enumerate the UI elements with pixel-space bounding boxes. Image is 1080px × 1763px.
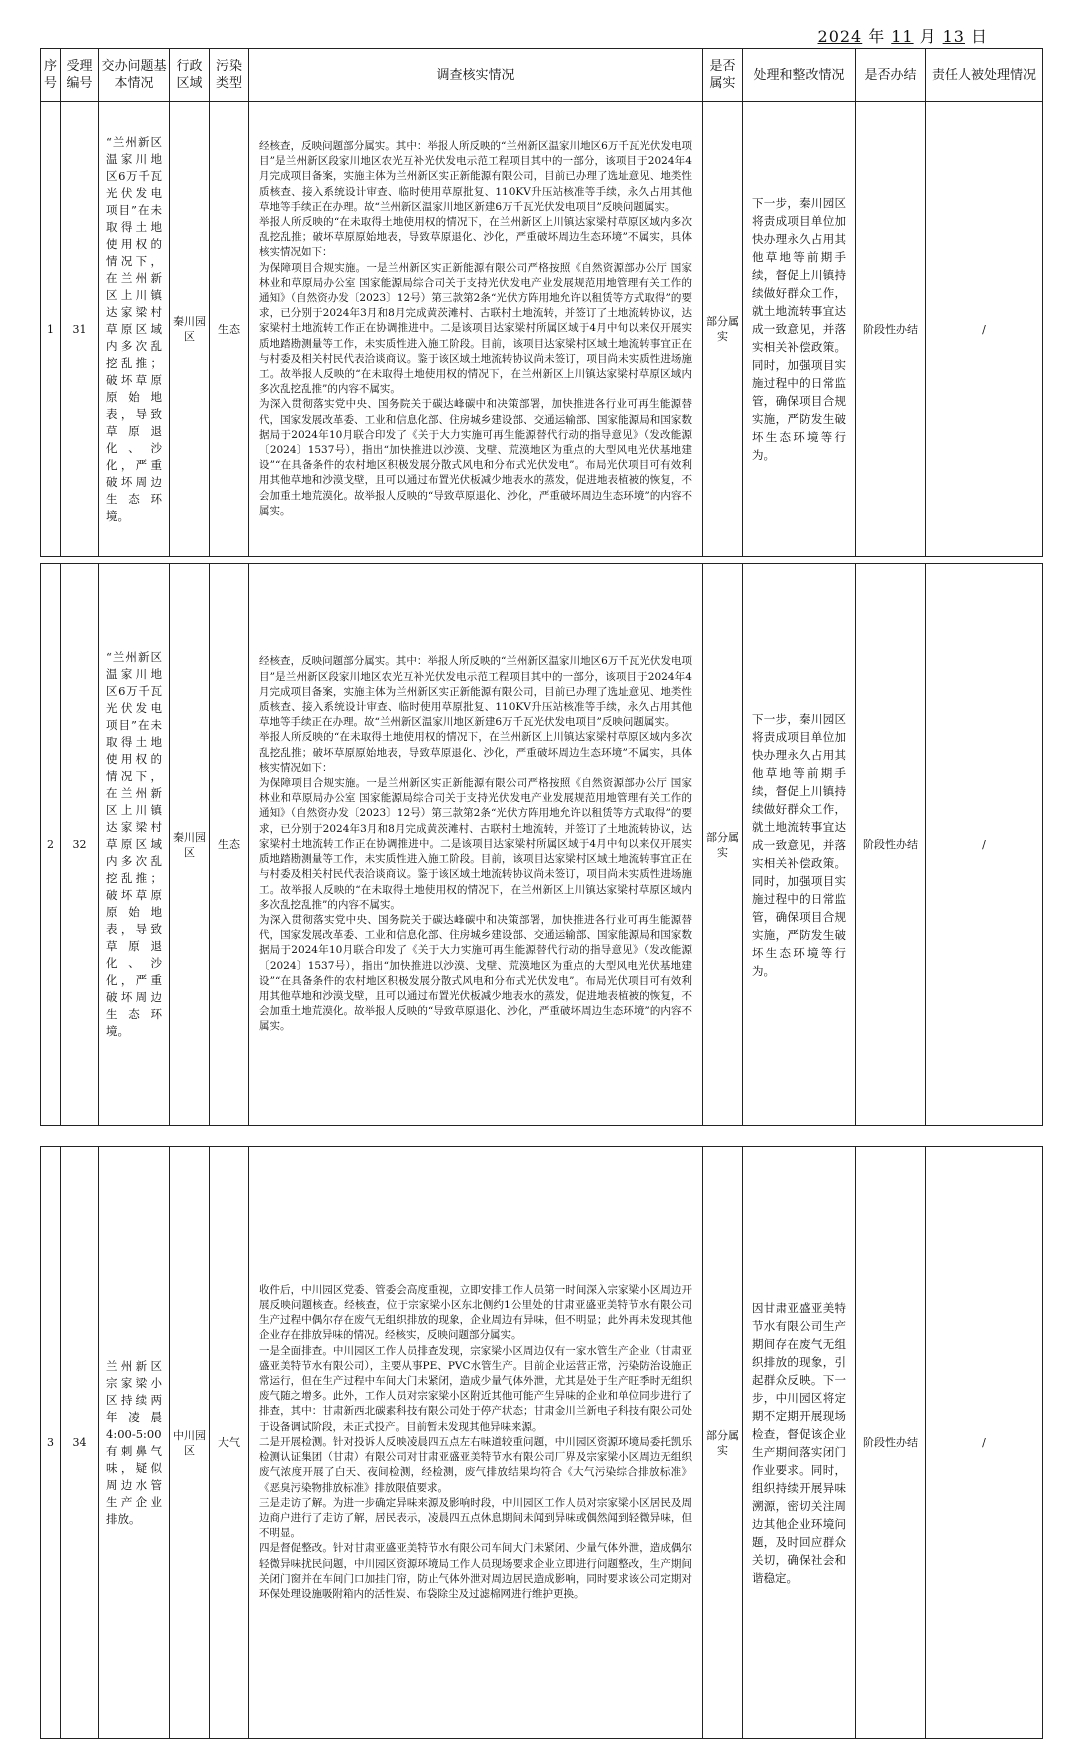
row-issue: “兰州新区温家川地区6万千瓦光伏发电项目”在未取得土地使用权的情况下，在兰州新区上川镇达家梁村草原区域内多次乱挖乱推；破坏草原原始地表，导致草原退化、沙化，严重破坏周边生态环境。 [99,102,170,557]
row-id: 34 [61,1147,99,1739]
header-verified: 是否属实 [703,49,743,102]
row-rectification: 因甘肃亚盛亚美特节水有限公司生产期间存在废气无组织排放的现象，引起群众反映。下一步，中川园区将定期不定期开展现场检查，督促该企业生产期间落实闭门作业要求。同时，组织持续开展异味溯源，密切关注周边其他企业环境问题，及时回应群众关切，确保社会和谐稳定。 [743,1147,856,1739]
row-region: 秦川园区 [170,564,210,1126]
row-accountability: / [926,1147,1043,1739]
row-seq: 3 [41,1147,61,1739]
table-header [40,48,1043,102]
row-closed: 阶段性办结 [856,102,926,557]
row-region: 秦川园区 [170,102,210,557]
row-pollution: 生态 [210,564,249,1126]
table-row [40,1146,1043,1739]
table-row [40,101,1043,557]
row-accountability: / [926,564,1043,1126]
row-verified: 部分属实 [703,102,743,557]
table-row [40,563,1043,1126]
row-accountability: / [926,102,1043,557]
header-region: 行政区域 [170,49,210,102]
row-region: 中川园区 [170,1147,210,1739]
header-pollution: 污染类型 [210,49,249,102]
date-day: 13 [942,27,965,46]
date-year: 2024 [817,27,863,46]
report-date: 2024 年 11 月 13 日 [812,24,988,47]
header-id: 受理编号 [61,49,99,102]
header-seq: 序号 [41,49,61,102]
header-rectification: 处理和整改情况 [743,49,856,102]
row-id: 31 [61,102,99,557]
row-seq: 1 [41,102,61,557]
row-issue: 兰州新区宗家梁小区持续两年凌晨4:00-5:00有刺鼻气味，疑似周边水管生产企业排放。 [99,1147,170,1739]
date-month: 11 [891,27,914,46]
row-investigation: 经核查，反映问题部分属实。其中：举报人所反映的“兰州新区温家川地区6万千瓦光伏发电项目”是兰州新区段家川地区农光互补光伏发电示范工程项目其中的一部分，该项目于2024年4月完成项目备案，实施主体为兰州新区实正新能源有限公司，目前已办理了选址意见、地类性质核查、接入系统设计审查、临时使用草原批复、110KV升压站核准等手续，永久占用其他草地等手续正在办理。故“兰州新区温家川地区新建6万千瓦光伏发电项目”反映问题属实。 举报人所反映的“在未取得土地使用权的情况下，在兰州新区上川镇达家梁村草原区域内多次乱挖乱推；破坏草原原始地表，导致草原退化、沙化，严重破坏周边生态环境”不属实，具体核实情况如下： 为保障项目合规实施。一是兰州新区实正新能源有限公司严格按照《自然资源部办公厅 国家林业和草原局办公室 国家能源局综合司关于支持光伏发电产业发展规范用地管理有关工作的通知》（自然资办发〔2023〕12号）第三款第2条“光伏方阵用地允许以租赁等方式取得”的要求，已分别于2024年3月和8月完成黄茨滩村、古联村土地流转，并签订了土地流转协议，达家梁村土地流转工作正在协调推进中。二是该项目达家梁村所属区域于4月中旬以来仅开展实质地踏勘测量等工作，未实质性进入施工阶段。目前，该项目达家梁村区域土地流转事宜正在与村委及相关村民代表洽谈商议。鉴于该区域土地流转协议尚未签订，项目尚未实质性进场施工。故举报人反映的“在未取得土地使用权的情况下，在兰州新区上川镇达家梁村草原区域内多次乱挖乱推”的内容不属实。 为深入贯彻落实党中央、国务院关于碳达峰碳中和决策部署，加快推进各行业可再生能源替代，国家发展改革委、工业和信息化部、住房城乡建设部、交通运输部、国家能源局和国家数据局于2024年10月联合印发了《关于大力实施可再生能源替代行动的指导意见》（发改能源〔2024〕1537号），指出“加快推进以沙漠、戈壁、荒漠地区为重点的大型风电光伏基地建设”“在具备条件的农村地区积极发展分散式风电和分布式光伏发电”。布局光伏项目可有效利用其他草地和沙漠戈壁，且可以通过布置光伏板减少地表水的蒸发，促进地表植被的恢复，不会加重土地荒漠化。故举报人反映的“导致草原退化、沙化，严重破坏周边生态环境”的内容不属实。 [249,564,703,1126]
row-seq: 2 [41,564,61,1126]
header-accountability: 责任人被处理情况 [926,49,1043,102]
row-verified: 部分属实 [703,1147,743,1739]
row-issue: “兰州新区温家川地区6万千瓦光伏发电项目”在未取得土地使用权的情况下，在兰州新区上川镇达家梁村草原区域内多次乱挖乱推；破坏草原原始地表，导致草原退化、沙化，严重破坏周边生态环境。 [99,564,170,1126]
header-issue: 交办问题基本情况 [99,49,170,102]
row-investigation: 收件后，中川园区党委、管委会高度重视，立即安排工作人员第一时间深入宗家梁小区周边开展反映问题核查。经核查，位于宗家梁小区东北侧约1公里处的甘肃亚盛亚美特节水有限公司生产过程中偶尔存在废气无组织排放的现象，企业周边有异味，但不明显；此外再未发现其他企业存在排放异味的情况。经核实，反映问题部分属实。 一是全面排查。中川园区工作人员排查发现，宗家梁小区周边仅有一家水管生产企业（甘肃亚盛亚美特节水有限公司），主要从事PE、PVC水管生产。目前企业运营正常，污染防治设施正常运行，但在生产过程中车间大门未紧闭，造成少量气体外泄，尤其是处于生产旺季时无组织废气随之增多。此外，工作人员对宗家梁小区附近其他可能产生异味的企业和单位同步进行了排查，其中：甘肃新西北碳素科技有限公司处于停产状态；甘肃金川兰新电子科技有限公司处于设备调试阶段，未正式投产。目前暂未发现其他异味来源。 二是开展检测。针对投诉人反映凌晨四五点左右味道较重问题，中川园区资源环境局委托凯乐检测认证集团（甘肃）有限公司对甘肃亚盛亚美特节水有限公司厂界及宗家梁小区周边无组织废气浓度开展了白天、夜间检测，经检测，废气排放结果均符合《大气污染综合排放标准》《恶臭污染物排放标准》排放限值要求。 三是走访了解。为进一步确定异味来源及影响时段，中川园区工作人员对宗家梁小区居民及周边商户进行了走访了解，居民表示，凌晨四五点休息期间未闻到异味或偶然闻到轻微异味，但不明显。 四是督促整改。针对甘肃亚盛亚美特节水有限公司车间大门未紧闭、少量气体外泄，造成偶尔轻微异味扰民问题，中川园区资源环境局工作人员现场要求企业立即进行问题整改，生产期间关闭门窗并在车间门口加挂门帘，防止气体外泄对周边居民造成影响，同时要求该公司定期对环保处理设施吸附箱内的活性炭、布袋除尘及过滤棉网进行维护更换。 [249,1147,703,1739]
row-pollution: 大气 [210,1147,249,1739]
row-rectification: 下一步，秦川园区将责成项目单位加快办理永久占用其他草地等前期手续，督促上川镇持续做好群众工作，就土地流转事宜达成一致意见，并落实相关补偿政策。同时，加强项目实施过程中的日常监管，确保项目合规实施，严防发生破坏生态环境等行为。 [743,564,856,1126]
row-closed: 阶段性办结 [856,564,926,1126]
header-investigation: 调查核实情况 [249,49,703,102]
row-investigation: 经核查，反映问题部分属实。其中：举报人所反映的“兰州新区温家川地区6万千瓦光伏发电项目”是兰州新区段家川地区农光互补光伏发电示范工程项目其中的一部分，该项目于2024年4月完成项目备案，实施主体为兰州新区实正新能源有限公司，目前已办理了选址意见、地类性质核查、接入系统设计审查、临时使用草原批复、110KV升压站核准等手续，永久占用其他草地等手续正在办理。故“兰州新区温家川地区新建6万千瓦光伏发电项目”反映问题属实。 举报人所反映的“在未取得土地使用权的情况下，在兰州新区上川镇达家梁村草原区域内多次乱挖乱推；破坏草原原始地表，导致草原退化、沙化，严重破坏周边生态环境”不属实，具体核实情况如下： 为保障项目合规实施。一是兰州新区实正新能源有限公司严格按照《自然资源部办公厅 国家林业和草原局办公室 国家能源局综合司关于支持光伏发电产业发展规范用地管理有关工作的通知》（自然资办发〔2023〕12号）第三款第2条“光伏方阵用地允许以租赁等方式取得”的要求，已分别于2024年3月和8月完成黄茨滩村、古联村土地流转，并签订了土地流转协议，达家梁村土地流转工作正在协调推进中。二是该项目达家梁村所属区域于4月中旬以来仅开展实质地踏勘测量等工作，未实质性进入施工阶段。目前，该项目达家梁村区域土地流转事宜正在与村委及相关村民代表洽谈商议。鉴于该区域土地流转协议尚未签订，项目尚未实质性进场施工。故举报人反映的“在未取得土地使用权的情况下，在兰州新区上川镇达家梁村草原区域内多次乱挖乱推”的内容不属实。 为深入贯彻落实党中央、国务院关于碳达峰碳中和决策部署，加快推进各行业可再生能源替代，国家发展改革委、工业和信息化部、住房城乡建设部、交通运输部、国家能源局和国家数据局于2024年10月联合印发了《关于大力实施可再生能源替代行动的指导意见》（发改能源〔2024〕1537号），指出“加快推进以沙漠、戈壁、荒漠地区为重点的大型风电光伏基地建设”“在具备条件的农村地区积极发展分散式风电和分布式光伏发电”。布局光伏项目可有效利用其他草地和沙漠戈壁，且可以通过布置光伏板减少地表水的蒸发，促进地表植被的恢复，不会加重土地荒漠化。故举报人反映的“导致草原退化、沙化，严重破坏周边生态环境”的内容不属实。 [249,102,703,557]
row-rectification: 下一步，秦川园区将责成项目单位加快办理永久占用其他草地等前期手续，督促上川镇持续做好群众工作，就土地流转事宜达成一致意见，并落实相关补偿政策。同时，加强项目实施过程中的日常监管，确保项目合规实施，严防发生破坏生态环境等行为。 [743,102,856,557]
row-pollution: 生态 [210,102,249,557]
row-verified: 部分属实 [703,564,743,1126]
row-id: 32 [61,564,99,1126]
row-closed: 阶段性办结 [856,1147,926,1739]
header-closed: 是否办结 [856,49,926,102]
